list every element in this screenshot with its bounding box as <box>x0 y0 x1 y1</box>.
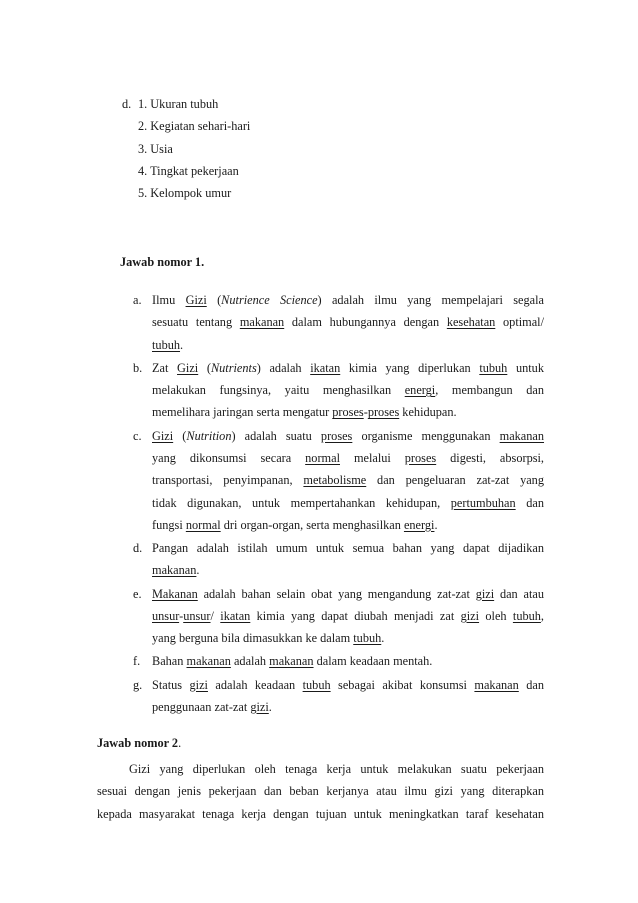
definition-line <box>152 452 544 464</box>
text-run: dan <box>515 495 544 510</box>
definition-line <box>152 406 457 418</box>
key-term: proses <box>332 405 364 420</box>
definition-marker: c. <box>133 428 142 443</box>
key-term: Gizi <box>152 428 174 443</box>
text-run: ) adalah <box>256 360 311 375</box>
key-term: normal <box>305 450 340 465</box>
definition-line <box>152 316 544 328</box>
text-run: adalah bahan selain obat yang mengandung zat-zat <box>197 586 476 601</box>
criteria-item: 2. Kegiatan sehari-hari <box>138 119 251 134</box>
definition-line <box>152 384 544 396</box>
criteria-item: 5. Kelompok umur <box>138 186 232 201</box>
definition-line <box>152 474 544 486</box>
answer-2-heading-period: . <box>178 736 182 750</box>
text-run: kimia yang dapat diubah menjadi zat <box>250 608 461 623</box>
key-term: tubuh <box>353 631 382 646</box>
key-term: gizi <box>475 586 495 601</box>
key-term: energi <box>404 383 436 398</box>
text-run: transportasi, penyimpanan, <box>152 473 304 488</box>
key-term: makanan <box>499 428 545 443</box>
key-term: tubuh <box>479 360 508 375</box>
definition-line <box>152 564 199 576</box>
key-term: tubuh <box>302 677 331 692</box>
text-run: melalui <box>340 450 405 465</box>
text-run: penggunaan zat-zat <box>152 699 251 714</box>
text-run: tidak digunakan, untuk mempertahankan kehidupan, <box>152 495 451 510</box>
paragraph-line: Gizi yang diperlukan oleh tenaga kerja untuk melakukan suatu pekerjaan <box>129 762 544 776</box>
text-run: optimal/ <box>495 315 545 330</box>
english-term: Nutrition <box>186 428 232 443</box>
key-term: kesehatan <box>446 315 496 330</box>
text-run: oleh <box>479 608 513 623</box>
text-run: kehidupan. <box>399 405 457 420</box>
text-run: / <box>210 608 221 623</box>
criteria-item: 1. Ukuran tubuh <box>138 97 219 111</box>
text-run: yang dikonsumsi secara <box>152 450 306 465</box>
text-run: . <box>434 517 438 532</box>
key-term: makanan <box>239 315 285 330</box>
text-run: ) adalah ilmu yang mempelajari segala <box>317 293 544 307</box>
key-term: gizi <box>189 677 208 692</box>
text-run: Bahan <box>152 654 187 669</box>
definition-marker: b. <box>133 360 143 375</box>
text-run: sesuatu tentang <box>152 315 240 330</box>
criteria-marker: d. <box>122 97 132 111</box>
definition-line <box>152 632 384 644</box>
key-term: gizi <box>250 699 269 714</box>
paragraph-line: kepada masyarakat tenaga kerja dengan tujuan untuk meningkatkan taraf kesehatan <box>97 806 544 821</box>
definition-marker: d. <box>133 541 143 555</box>
key-term: proses <box>320 428 353 443</box>
text-run: - <box>363 405 368 420</box>
key-term: makanan <box>269 654 314 669</box>
criteria-item: 4. Tingkat pekerjaan <box>138 163 239 178</box>
key-term: proses <box>367 405 400 420</box>
definition-line <box>152 701 272 713</box>
answer-2-heading <box>97 737 181 749</box>
text-run: kimia yang diperlukan <box>340 360 480 375</box>
text-run: Pangan adalah istilah umum untuk semua bahan yang dapat dijadikan <box>152 541 544 555</box>
text-run: untuk <box>507 360 544 375</box>
definition-line <box>152 655 432 667</box>
definition-marker: g. <box>133 677 143 692</box>
english-term: Nutrients <box>210 360 257 375</box>
definition-line <box>152 679 544 691</box>
definition-line <box>152 497 544 509</box>
text-run: dri organ-organ, serta menghasilkan <box>220 517 404 532</box>
definition-marker: e. <box>133 586 142 601</box>
key-term: metabolisme <box>303 473 367 488</box>
answer-2-heading-text: Jawab nomor 2 <box>97 736 179 750</box>
text-run: . <box>196 563 200 578</box>
key-term: makanan <box>474 677 519 692</box>
key-term: Gizi <box>177 360 199 375</box>
text-run: fungsi <box>152 517 186 532</box>
key-term: tubuh <box>512 608 541 623</box>
definition-line <box>152 588 544 600</box>
key-term: proses <box>404 450 437 465</box>
text-run: melakukan fungsinya, yaitu menghasilkan <box>152 383 405 398</box>
key-term: pertumbuhan <box>450 495 516 510</box>
answer-1-heading: Jawab nomor 1. <box>120 255 205 269</box>
definition-line <box>152 542 544 554</box>
text-run: ( <box>206 293 222 307</box>
text-run: Ilmu <box>152 293 186 307</box>
text-run: . <box>180 337 184 352</box>
definition-marker: a. <box>133 293 142 307</box>
definition-line <box>152 519 438 531</box>
text-run: dan <box>518 677 544 692</box>
english-term: Nutrience Science <box>221 293 318 307</box>
text-run: - <box>179 608 184 623</box>
text-run: ) adalah suatu <box>231 428 321 443</box>
key-term: ikatan <box>310 360 341 375</box>
text-run: yang berguna bila dimasukkan ke dalam <box>152 631 354 646</box>
text-run: adalah <box>230 654 270 669</box>
key-term: tubuh <box>152 337 181 352</box>
text-run: memelihara jaringan serta mengatur <box>152 405 333 420</box>
text-run: dan atau <box>494 586 544 601</box>
definition-line <box>152 362 544 374</box>
key-term: Gizi <box>185 293 207 307</box>
text-run: ( <box>173 428 187 443</box>
definition-line <box>152 430 544 442</box>
text-run: dalam hubungannya dengan <box>284 315 447 330</box>
definition-line <box>152 294 544 306</box>
key-term: normal <box>185 517 221 532</box>
text-run: Zat <box>152 360 178 375</box>
criteria-item: 3. Usia <box>138 141 173 156</box>
text-run: . <box>381 631 385 646</box>
text-run: , <box>540 608 544 623</box>
text-run: Status <box>152 677 190 692</box>
definition-marker: f. <box>133 654 141 669</box>
key-term: makanan <box>152 563 197 578</box>
text-run: sebagai akibat konsumsi <box>330 677 475 692</box>
definition-line <box>152 339 183 351</box>
key-term: gizi <box>460 608 480 623</box>
text-run: dalam keadaan mentah. <box>313 654 433 669</box>
text-run: digesti, absorpsi, <box>436 450 544 465</box>
key-term: energi <box>403 517 435 532</box>
paragraph-line: sesuai dengan jenis pekerjaan dan beban kerjanya atau ilmu gizi yang diterapkan <box>97 784 544 799</box>
text-run: adalah keadaan <box>207 677 303 692</box>
text-run: organisme menggunakan <box>352 428 500 443</box>
text-run: dan pengeluaran zat-zat yang <box>366 473 544 488</box>
key-term: makanan <box>186 654 231 669</box>
key-term: Makanan <box>152 586 198 601</box>
text-run: , membangun dan <box>435 383 544 398</box>
key-term: ikatan <box>220 608 251 623</box>
key-term: unsur <box>152 608 180 623</box>
text-run: . <box>268 699 272 714</box>
definition-line <box>152 610 544 622</box>
text-run: ( <box>198 360 211 375</box>
key-term: unsur <box>183 608 211 623</box>
